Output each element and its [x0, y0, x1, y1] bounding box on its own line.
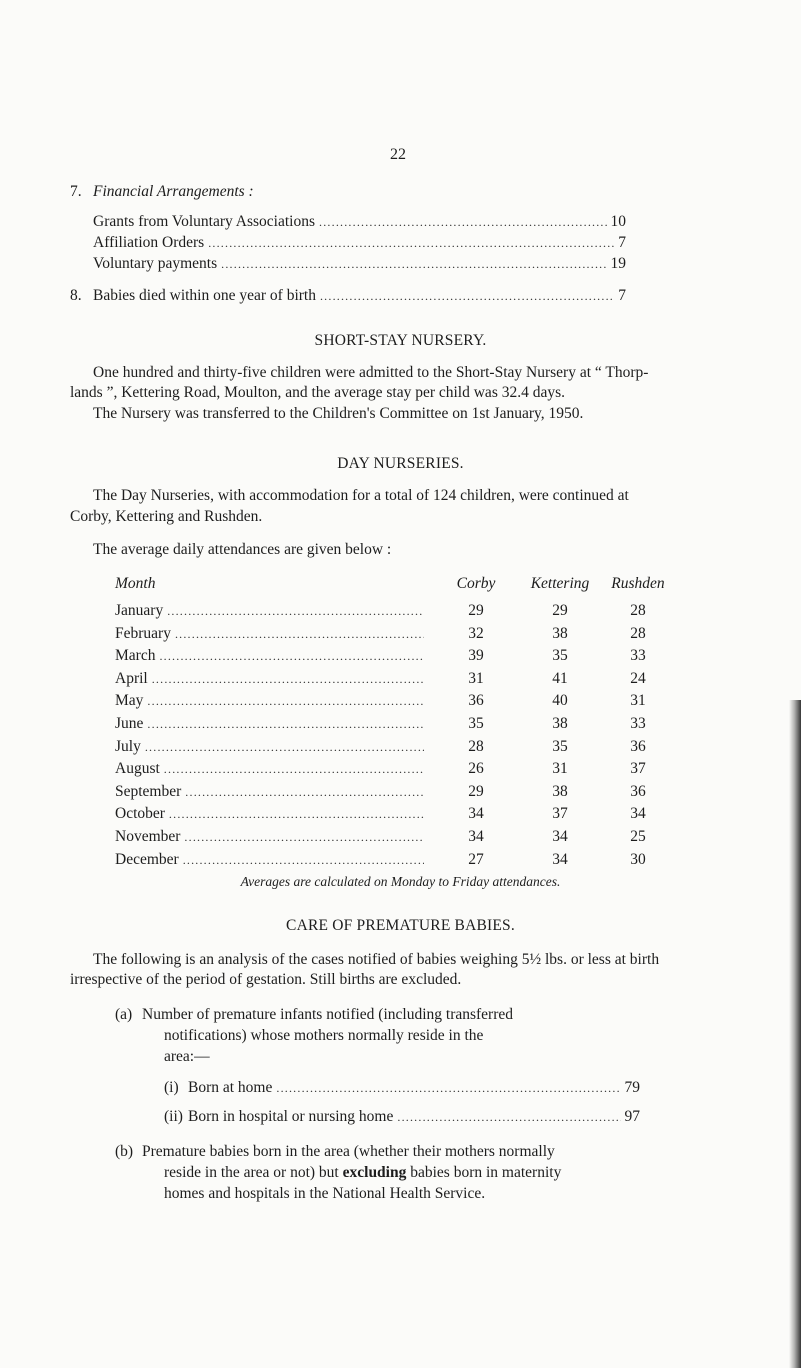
item-a-label: (a) — [115, 1006, 133, 1023]
page-number: 22 — [390, 146, 406, 163]
header-corby: Corby — [456, 575, 496, 592]
day-nurseries-para-line: The Day Nurseries, with accommodation for a total of 124 children, were continued at — [93, 487, 629, 504]
kettering-cell: 37 — [552, 805, 568, 823]
month-label: August — [115, 760, 160, 778]
scan-edge-shadow — [789, 700, 801, 1368]
financial-row-label: Affiliation Orders — [93, 234, 205, 251]
leader-dots — [164, 762, 424, 777]
financial-row-value: 7 — [618, 234, 626, 251]
rushden-cell: 28 — [630, 602, 646, 619]
financial-row-value: 19 — [610, 255, 626, 272]
month-label: November — [115, 828, 181, 845]
month-cell — [115, 851, 428, 869]
item-b-line — [164, 1164, 561, 1182]
leader-dots — [397, 1110, 620, 1125]
leader-dots — [319, 215, 606, 230]
corby-cell: 29 — [468, 782, 484, 800]
financial-row — [93, 213, 626, 231]
financial-row — [93, 255, 626, 273]
item-b-label: (b) — [115, 1143, 134, 1160]
attendance-intro: The average daily attendances are given below : — [93, 541, 392, 558]
short-stay-heading: SHORT-STAY NURSERY. — [314, 332, 487, 349]
rushden-cell: 30 — [630, 850, 646, 868]
section-8-value: 7 — [618, 287, 626, 304]
month-label: May — [115, 692, 144, 710]
leader-dots — [175, 627, 424, 642]
leader-dots — [276, 1081, 620, 1096]
item-a-line: area:— — [164, 1048, 210, 1065]
month-cell — [115, 760, 428, 778]
header-month: Month — [115, 575, 156, 592]
corby-cell: 31 — [468, 669, 484, 687]
leader-dots — [183, 853, 424, 868]
section-8-row — [93, 287, 626, 305]
item-b-line: homes and hospitals in the National Health Service. — [164, 1185, 486, 1202]
corby-cell: 35 — [468, 715, 484, 732]
short-stay-para-line: One hundred and thirty-five children were admitted to the Short-Stay Nursery at “ Thorp- — [93, 364, 649, 381]
month-cell — [115, 738, 428, 756]
month-label: January — [115, 602, 164, 619]
kettering-cell: 35 — [552, 737, 568, 755]
rushden-cell: 33 — [630, 715, 646, 732]
financial-row-label: Grants from Voluntary Associations — [93, 213, 316, 230]
kettering-cell: 41 — [552, 669, 568, 687]
corby-cell: 29 — [468, 602, 484, 619]
month-cell — [115, 828, 428, 846]
leader-dots — [159, 649, 424, 664]
item-a-i-value: 79 — [624, 1079, 640, 1096]
header-kettering: Kettering — [530, 575, 590, 592]
leader-dots — [169, 807, 424, 822]
month-cell — [115, 692, 428, 710]
kettering-cell: 38 — [552, 715, 568, 732]
corby-cell: 28 — [468, 737, 484, 755]
item-b-line: Premature babies born in the area (whether their mothers normally — [142, 1143, 555, 1160]
item-a-ii-num: (ii) — [164, 1108, 183, 1125]
item-b-text: babies born in maternity — [410, 1164, 562, 1181]
item-a-line: Number of premature infants notified (including transferred — [142, 1006, 514, 1023]
rushden-cell: 24 — [630, 669, 646, 687]
item-a-i-label: Born at home — [188, 1079, 273, 1096]
month-cell — [115, 783, 428, 801]
corby-cell: 34 — [468, 828, 484, 845]
leader-dots — [147, 694, 424, 709]
rushden-cell: 33 — [630, 647, 646, 665]
rushden-cell: 25 — [630, 828, 646, 845]
kettering-cell: 38 — [552, 624, 568, 642]
kettering-cell: 35 — [552, 647, 568, 665]
short-stay-para-line: The Nursery was transferred to the Children's Committee on 1st January, 1950. — [93, 405, 584, 422]
month-cell — [115, 805, 428, 823]
month-label: October — [115, 805, 165, 823]
table-footnote: Averages are calculated on Monday to Friday attendances. — [240, 874, 561, 889]
premature-heading: CARE OF PREMATURE BABIES. — [286, 917, 515, 934]
month-label: March — [115, 647, 156, 665]
section-8-number: 8. — [70, 287, 82, 304]
month-cell — [115, 670, 428, 688]
section-7-number: 7. — [70, 183, 82, 200]
leader-dots — [320, 289, 614, 304]
header-rushden: Rushden — [611, 575, 665, 592]
corby-cell: 32 — [468, 624, 484, 642]
month-label: April — [115, 669, 148, 687]
financial-row-label: Voluntary payments — [93, 255, 218, 272]
rushden-cell: 28 — [630, 624, 646, 642]
leader-dots — [167, 604, 424, 619]
day-nurseries-heading: DAY NURSERIES. — [337, 455, 464, 472]
item-a-ii-label: Born in hospital or nursing home — [188, 1108, 394, 1125]
section-8-label: Babies died within one year of birth — [93, 287, 316, 304]
kettering-cell: 40 — [552, 692, 568, 710]
premature-para-line: irrespective of the period of gestation. Still births are excluded. — [70, 971, 462, 988]
financial-row-value: 10 — [610, 213, 626, 230]
leader-dots — [185, 785, 424, 800]
leader-dots — [208, 236, 614, 251]
month-label: July — [115, 737, 141, 755]
month-label: February — [115, 624, 171, 642]
rushden-cell: 31 — [630, 692, 646, 710]
item-a-ii-value: 97 — [624, 1108, 640, 1125]
rushden-cell: 34 — [630, 805, 646, 823]
premature-para-line: The following is an analysis of the cases notified of babies weighing 5½ lbs. or less at birth — [93, 951, 660, 968]
short-stay-para-line: lands ”, Kettering Road, Moulton, and the average stay per child was 32.4 days. — [70, 384, 566, 401]
day-nurseries-para-line: Corby, Kettering and Rushden. — [70, 508, 263, 525]
item-b-text: reside in the area or not) but — [164, 1164, 339, 1181]
item-b-emphasis: excluding — [342, 1164, 407, 1181]
kettering-cell: 31 — [552, 760, 568, 778]
corby-cell: 27 — [468, 850, 484, 868]
item-a-i-row — [188, 1079, 640, 1097]
corby-cell: 36 — [468, 692, 484, 710]
month-cell — [115, 647, 428, 665]
item-a-ii-row — [188, 1108, 640, 1126]
item-a-i-num: (i) — [164, 1079, 179, 1096]
corby-cell: 34 — [468, 805, 484, 823]
corby-cell: 39 — [468, 647, 484, 665]
rushden-cell: 37 — [630, 760, 646, 778]
month-label: September — [115, 782, 182, 800]
month-cell — [115, 715, 428, 733]
leader-dots — [147, 717, 424, 732]
kettering-cell: 29 — [552, 602, 568, 619]
item-a-line: notifications) whose mothers normally reside in the — [164, 1027, 484, 1044]
financial-row — [93, 234, 626, 252]
month-label: December — [115, 850, 179, 868]
kettering-cell: 34 — [552, 850, 568, 868]
rushden-cell: 36 — [630, 782, 646, 800]
rushden-cell: 36 — [630, 737, 646, 755]
leader-dots — [145, 740, 424, 755]
kettering-cell: 34 — [552, 828, 568, 845]
month-cell — [115, 625, 428, 643]
month-label: June — [115, 715, 144, 732]
month-cell — [115, 602, 428, 620]
corby-cell: 26 — [468, 760, 484, 778]
kettering-cell: 38 — [552, 782, 568, 800]
section-7-title: Financial Arrangements : — [93, 183, 254, 200]
leader-dots — [221, 257, 606, 272]
leader-dots — [152, 672, 424, 687]
leader-dots — [184, 830, 424, 845]
